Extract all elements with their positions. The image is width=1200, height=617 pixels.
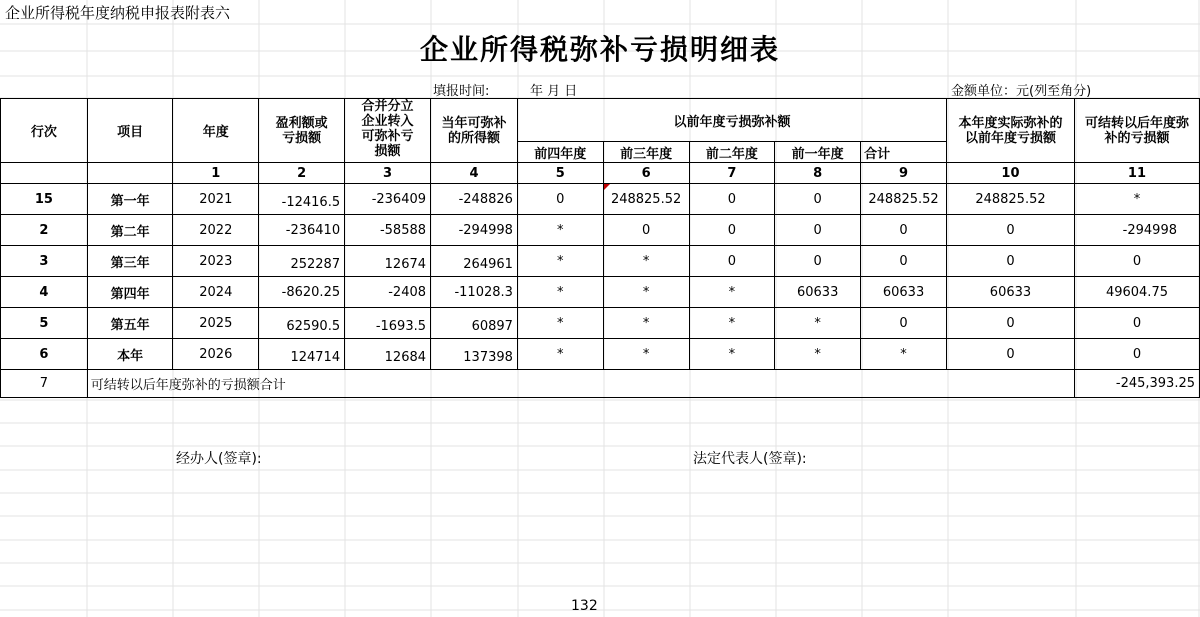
cell-c9[interactable]: 0	[861, 215, 947, 246]
cell-c5[interactable]: *	[517, 277, 603, 308]
table-row	[1, 277, 1200, 308]
header-prior-3: 前三年度	[603, 142, 689, 163]
cell-c2[interactable]: 124714	[259, 339, 345, 370]
cell-c5[interactable]: *	[517, 246, 603, 277]
cell-c9[interactable]: 60633	[861, 277, 947, 308]
row-item[interactable]: 本年	[87, 339, 173, 370]
cell-c5[interactable]: *	[517, 308, 603, 339]
row-year[interactable]: 2024	[173, 277, 259, 308]
cell-c4[interactable]: -248826	[431, 184, 518, 215]
header-profit-loss	[259, 99, 345, 163]
header-year: 年度	[173, 99, 259, 163]
cell-c4[interactable]: -294998	[431, 215, 518, 246]
col-number: 6	[603, 163, 689, 184]
total-row-no[interactable]: 7	[1, 370, 88, 398]
column-number-row	[1, 163, 1200, 184]
header-profit-loss-text: 盈利额或亏损额	[275, 115, 328, 146]
cell-c7[interactable]: *	[689, 339, 775, 370]
header-row-no: 行次	[1, 99, 88, 163]
page-title: 企业所得税弥补亏损明细表	[419, 33, 780, 66]
cell-c3[interactable]: -58588	[345, 215, 431, 246]
cell-c11[interactable]: 0	[1074, 339, 1199, 370]
cell-c4[interactable]: -11028.3	[431, 277, 518, 308]
row-year[interactable]: 2022	[173, 215, 259, 246]
cell-c5[interactable]: 0	[517, 184, 603, 215]
row-year[interactable]: 2023	[173, 246, 259, 277]
legal-rep-signature-label: 法定代表人(签章):	[693, 451, 807, 467]
cell-c8[interactable]: *	[775, 339, 861, 370]
col-number: 11	[1074, 163, 1199, 184]
header-actual-offset	[947, 99, 1075, 163]
cell-c3[interactable]: 12674	[345, 246, 431, 277]
amount-unit: 金额单位：元(列至角分)	[951, 84, 1092, 99]
cell-c2[interactable]: -12416.5	[259, 184, 345, 215]
cell-c5[interactable]: *	[517, 339, 603, 370]
cell-c11[interactable]: 0	[1074, 308, 1199, 339]
cell-c6[interactable]: *	[603, 339, 689, 370]
cell-c9[interactable]: 0	[861, 308, 947, 339]
header-actual-offset-text: 本年度实际弥补的以前年度亏损额	[958, 115, 1063, 146]
cell-c7[interactable]: *	[689, 277, 775, 308]
row-item[interactable]: 第五年	[87, 308, 173, 339]
col-number: 7	[689, 163, 775, 184]
row-no[interactable]: 6	[1, 339, 88, 370]
cell-c6[interactable]: *	[603, 277, 689, 308]
cell-c9[interactable]: *	[861, 339, 947, 370]
cell-c3[interactable]: -1693.5	[345, 308, 431, 339]
cell-c10[interactable]: 0	[947, 246, 1075, 277]
cell-c2[interactable]: -236410	[259, 215, 345, 246]
header-carry-forward-text: 可结转以后年度弥补的亏损额	[1084, 115, 1189, 146]
header-total: 合计	[861, 142, 947, 163]
cell-c6[interactable]: *	[603, 308, 689, 339]
row-item[interactable]: 第一年	[87, 184, 173, 215]
header-prior-1: 前一年度	[775, 142, 861, 163]
cell-c2[interactable]: 252287	[259, 246, 345, 277]
blank-cell	[1, 163, 88, 184]
cell-c7[interactable]: 0	[689, 215, 775, 246]
total-row-value[interactable]: -245,393.25	[1074, 370, 1199, 398]
header-prior-group: 以前年度亏损弥补额	[517, 99, 946, 142]
total-row-label[interactable]: 可结转以后年度弥补的亏损额合计	[87, 370, 1074, 398]
row-year[interactable]: 2026	[173, 339, 259, 370]
col-number: 9	[861, 163, 947, 184]
cell-c5[interactable]: *	[517, 215, 603, 246]
row-item[interactable]: 第四年	[87, 277, 173, 308]
cell-c8[interactable]: *	[775, 308, 861, 339]
row-no[interactable]: 4	[1, 277, 88, 308]
cell-c8[interactable]: 0	[775, 184, 861, 215]
cell-c10[interactable]: 0	[947, 308, 1075, 339]
cell-c10[interactable]: 0	[947, 339, 1075, 370]
row-year[interactable]: 2021	[173, 184, 259, 215]
cell-c11[interactable]: 0	[1074, 246, 1199, 277]
cell-c6[interactable]: *	[603, 246, 689, 277]
cell-c10[interactable]: 0	[947, 215, 1075, 246]
row-item[interactable]: 第三年	[87, 246, 173, 277]
loss-offset-table	[0, 98, 1200, 398]
cell-c4[interactable]: 264961	[431, 246, 518, 277]
header-carry-forward	[1074, 99, 1199, 163]
header-prior-4: 前四年度	[517, 142, 603, 163]
cell-c7[interactable]: 0	[689, 246, 775, 277]
header-prior-2: 前二年度	[689, 142, 775, 163]
table-row	[1, 308, 1200, 339]
cell-c11[interactable]: -294998	[1074, 215, 1199, 246]
row-no[interactable]: 2	[1, 215, 88, 246]
row-item[interactable]: 第二年	[87, 215, 173, 246]
cell-c11[interactable]: 49604.75	[1074, 277, 1199, 308]
header-merge-transfer-text: 合并分立企业转入可弥补亏损额	[361, 99, 414, 159]
fill-time-label: 填报时间:	[433, 84, 490, 99]
row-no[interactable]: 3	[1, 246, 88, 277]
cell-c3[interactable]: 12684	[345, 339, 431, 370]
header-item: 项目	[87, 99, 173, 163]
blank-cell	[87, 163, 173, 184]
col-number: 10	[947, 163, 1075, 184]
row-no[interactable]: 15	[1, 184, 88, 215]
cell-c10[interactable]: 248825.52	[947, 184, 1075, 215]
cell-c11[interactable]: *	[1074, 184, 1199, 215]
col-number: 2	[259, 163, 345, 184]
col-number: 8	[775, 163, 861, 184]
cell-c2[interactable]: -8620.25	[259, 277, 345, 308]
cell-c3[interactable]: -2408	[345, 277, 431, 308]
cell-c7[interactable]: 0	[689, 184, 775, 215]
header-current-offset	[431, 99, 518, 163]
cell-c6[interactable]: 0	[603, 215, 689, 246]
sheet-title: 企业所得税年度纳税申报表附表六	[5, 4, 231, 22]
handler-signature-label: 经办人(签章):	[176, 451, 262, 467]
cell-c7[interactable]: *	[689, 308, 775, 339]
header-merge-transfer	[345, 99, 431, 163]
cell-c6[interactable]: 248825.52	[603, 184, 689, 215]
cell-c4[interactable]: 60897	[431, 308, 518, 339]
table-row	[1, 184, 1200, 215]
fill-time-value: 年 月 日	[530, 84, 578, 99]
cell-c10[interactable]: 60633	[947, 277, 1075, 308]
col-number: 4	[431, 163, 518, 184]
header-current-offset-text: 当年可弥补的所得额	[441, 115, 507, 146]
cell-c8[interactable]: 60633	[775, 277, 861, 308]
table-row	[1, 215, 1200, 246]
cell-c8[interactable]: 0	[775, 246, 861, 277]
col-number: 1	[173, 163, 259, 184]
row-no[interactable]: 5	[1, 308, 88, 339]
row-year[interactable]: 2025	[173, 308, 259, 339]
cell-c9[interactable]: 0	[861, 246, 947, 277]
cell-c3[interactable]: -236409	[345, 184, 431, 215]
table-row	[1, 246, 1200, 277]
cell-c8[interactable]: 0	[775, 215, 861, 246]
total-row	[1, 370, 1200, 398]
cell-c4[interactable]: 137398	[431, 339, 518, 370]
table-row	[1, 339, 1200, 370]
col-number: 3	[345, 163, 431, 184]
cell-c9[interactable]: 248825.52	[861, 184, 947, 215]
page-number: 132	[571, 598, 598, 614]
cell-c2[interactable]: 62590.5	[259, 308, 345, 339]
col-number: 5	[517, 163, 603, 184]
